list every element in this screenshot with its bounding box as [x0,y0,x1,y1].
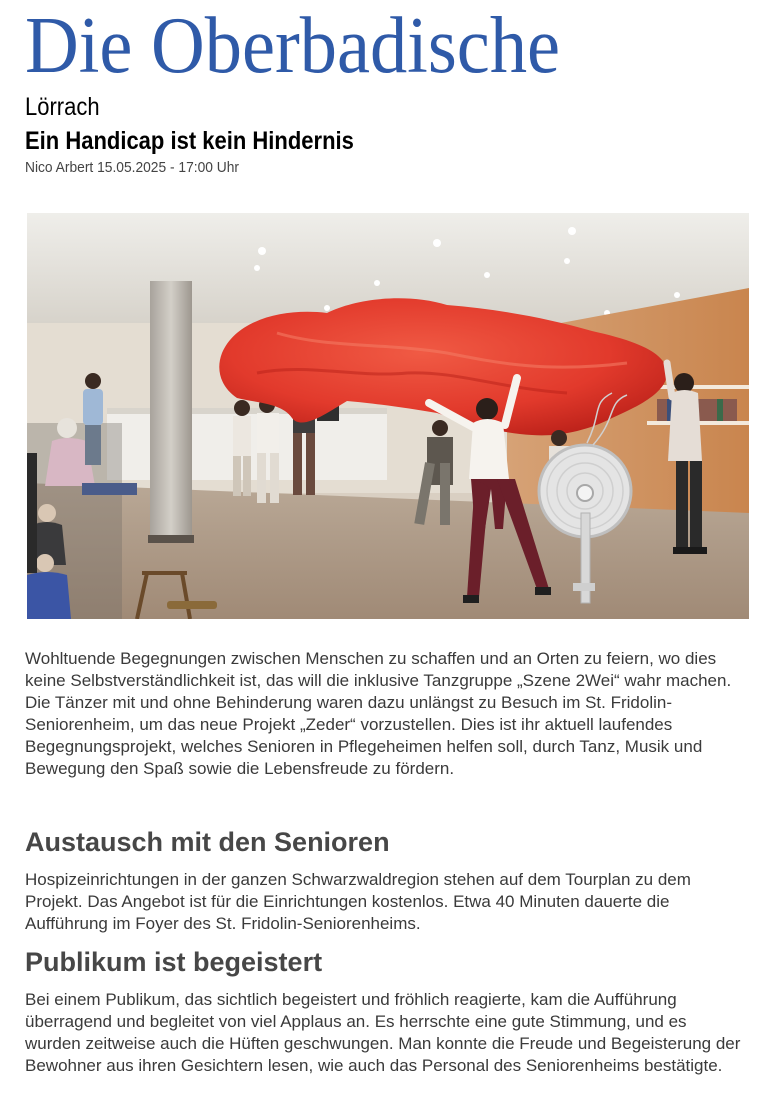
newspaper-masthead[interactable]: Die Oberbadische [25,2,561,90]
article-paragraph: Bei einem Publikum, das sichtlich begeistert und fröhlich reagierte, kam die Aufführung überragend und begleitet von viel Applaus an. Es herrschte eine gute Stimmung, und es wurden zeitweise auch die Hüften geschwungen. Man konnte die Freude und Begeisterung der Bewohner aus ihren Gesichtern lesen, wie auch das Personal des Seniorenheims bestätigte. [25,990,741,1075]
article-paragraph: Wohltuende Begegnungen zwischen Menschen zu schaffen und an Orten zu feiern, wo dies keine Selbstverständlichkeit ist, das will die inklusive Tanzgruppe „Szene 2Wei“ wahr machen. Die Tänzer mit und ohne Behinderung waren dazu unlängst zu Besuch im St. Fridolin-Seniorenheim, um das neue Projekt „Zeder“ vorzustellen. Dies ist ihr aktuell laufendes Begegnungsprojekt, welches Senioren in Pflegeheimen helfen soll, durch Tanz, Musik und Bewegung den Spaß sowie die Lebensfreude zu fördern. [25,649,732,778]
article-headline: Ein Handicap ist kein Hindernis [25,127,354,155]
article-paragraph: Hospizeinrichtungen in der ganzen Schwarzwaldregion stehen auf dem Tourplan zu dem Projekt. Das Angebot ist für die Einrichtungen kostenlos. Etwa 40 Minuten dauerte die Aufführung im Foyer des St. Fridolin-Seniorenheims. [25,870,691,933]
dance-performance-photo [27,213,749,619]
article-location: Lörrach [25,93,100,121]
article-photo [27,213,749,619]
article-subheading: Austausch mit den Senioren [25,827,390,857]
article-byline: Nico Arbert 15.05.2025 - 17:00 Uhr [25,159,240,176]
article-subheading: Publikum ist begeistert [25,947,323,977]
